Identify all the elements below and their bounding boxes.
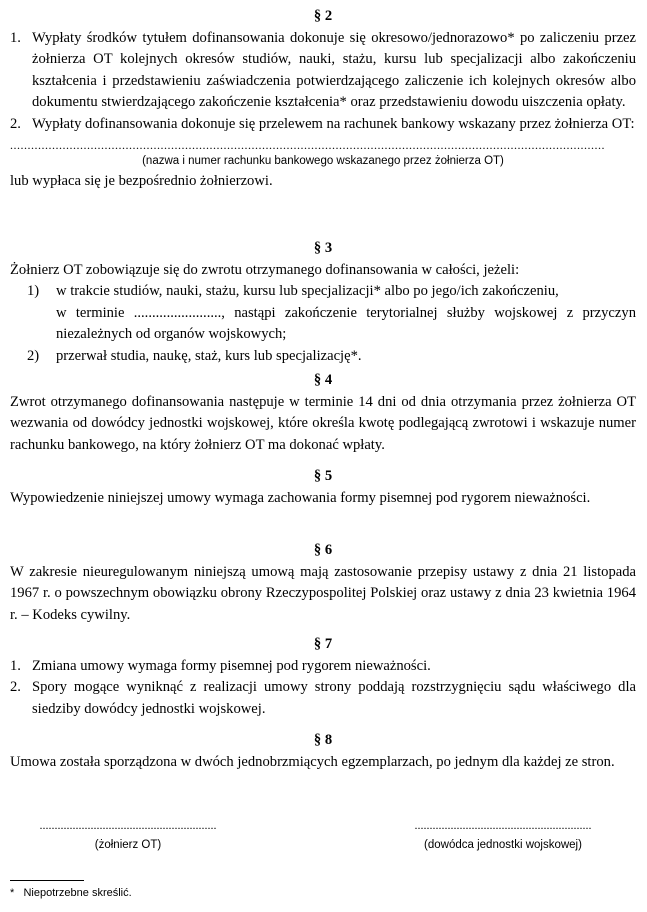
- signature-caption: (żołnierz OT): [94, 838, 162, 851]
- section-text: Wypowiedzenie niniejszej umowy wymaga zachowania formy pisemnej pod rygorem nieważności.: [10, 489, 591, 506]
- section-5: [10, 466, 636, 509]
- item-text-line: w trakcie studiów, nauki, stażu, kursu lub specjalizacji* albo po jego/ich zakończeniu,: [56, 283, 559, 299]
- section-7: [10, 634, 636, 720]
- section-heading: § 4: [313, 372, 333, 388]
- section-heading: § 2: [313, 8, 333, 24]
- section-8: [10, 730, 636, 773]
- section-intro: Żołnierz OT zobowiązuje się do zwrotu otrzymanego dofinansowania w całości, jeżeli:: [10, 261, 520, 278]
- footnote-mark: *: [10, 887, 15, 899]
- section-heading: § 8: [313, 732, 333, 748]
- signature-caption: (dowódca jednostki wojskowej): [424, 838, 582, 851]
- section-text: W zakresie nieuregulowanym niniejszą umową mają zastosowanie przepisy ustawy z dnia 21 listopada 1967 r. o powszechnym obowiązku obrony Rzeczypospolitej Polskiej oraz ustawy z dnia 23 kwietnia 1964 r. – Kodeks cywilny.: [10, 563, 636, 623]
- signature-line: ...........................................................: [39, 818, 217, 832]
- list-item: [10, 346, 636, 368]
- section-2: [10, 6, 636, 193]
- section-heading: § 6: [313, 542, 333, 558]
- signature-commander: [398, 815, 608, 853]
- list-item: [10, 677, 636, 720]
- item-text: Wypłaty dofinansowania dokonuje się przelewem na rachunek bankowy wskazany przez żołnierza OT:: [32, 115, 635, 132]
- section-heading: § 5: [313, 468, 333, 484]
- item-text: przerwał studia, naukę, staż, kurs lub specjalizację*.: [56, 347, 362, 364]
- account-caption: (nazwa i numer rachunku bankowego wskazanego przez żołnierza OT): [142, 155, 504, 167]
- footnote-text: Niepotrzebne skreślić.: [23, 887, 132, 899]
- section-tail: lub wypłaca się je bezpośrednio żołnierzowi.: [10, 173, 273, 189]
- section-heading: § 7: [313, 636, 333, 652]
- item-text-line: w terminie ........................, nastąpi zakończenie terytorialnej służby wojskowej z przyczyn niezależnych od organów wojskowych;: [56, 304, 636, 342]
- signature-line: ...........................................................: [414, 818, 592, 832]
- section-text: Zwrot otrzymanego dofinansowania następuje w terminie 14 dni od dnia otrzymania przez żołnierza OT wezwania od dowódcy jednostki wojskowej, które określa kwotę podlegającą zwrotowi i wskazuje numer rachunku bankowego, na który żołnierz OT ma dokonać wpłaty.: [10, 393, 636, 453]
- item-number: 2.: [10, 679, 21, 695]
- item-text: Wypłaty środków tytułem dofinansowania dokonuje się okresowo/jednorazowo* po zaliczeniu przez żołnierza OT kolejnych okresów studiów, nauki, stażu, kursu lub specjalizacji albo zakończeniu kształcenia i przedstawieniu zaświadczenia potwierdzającego zaliczenie ich kolejnych okresów albo dokumentu stwierdzającego zakończenie kształcenia* oraz przedstawieniu dowodu uiszczenia opłaty.: [32, 29, 636, 110]
- section-3: [10, 238, 636, 367]
- list-item: [10, 114, 636, 136]
- list-item: [10, 656, 636, 678]
- item-number: 2.: [10, 115, 21, 132]
- list-item: [10, 28, 636, 114]
- item-text: Zmiana umowy wymaga formy pisemnej pod rygorem nieważności.: [32, 657, 431, 674]
- footnote: [10, 886, 636, 901]
- signature-soldier: [28, 815, 228, 853]
- item-text: Spory mogące wyniknąć z realizacji umowy strony poddają rozstrzygnięciu sądu właściwego dla siedziby dowódcy jednostki wojskowej.: [32, 679, 636, 717]
- list-item: [10, 281, 636, 346]
- footnote-rule: [10, 880, 84, 881]
- account-fill-line: ..........................................................................................................................................................................: [10, 138, 605, 152]
- section-4: [10, 370, 636, 456]
- section-text: Umowa została sporządzona w dwóch jednobrzmiących egzemplarzach, po jednym dla każdej ze stron.: [10, 753, 615, 770]
- item-number: 2): [27, 347, 40, 364]
- section-6: [10, 540, 636, 626]
- item-number: 1.: [10, 657, 21, 674]
- section-heading: § 3: [313, 240, 333, 256]
- item-number: 1.: [10, 29, 21, 46]
- item-number: 1): [27, 283, 40, 299]
